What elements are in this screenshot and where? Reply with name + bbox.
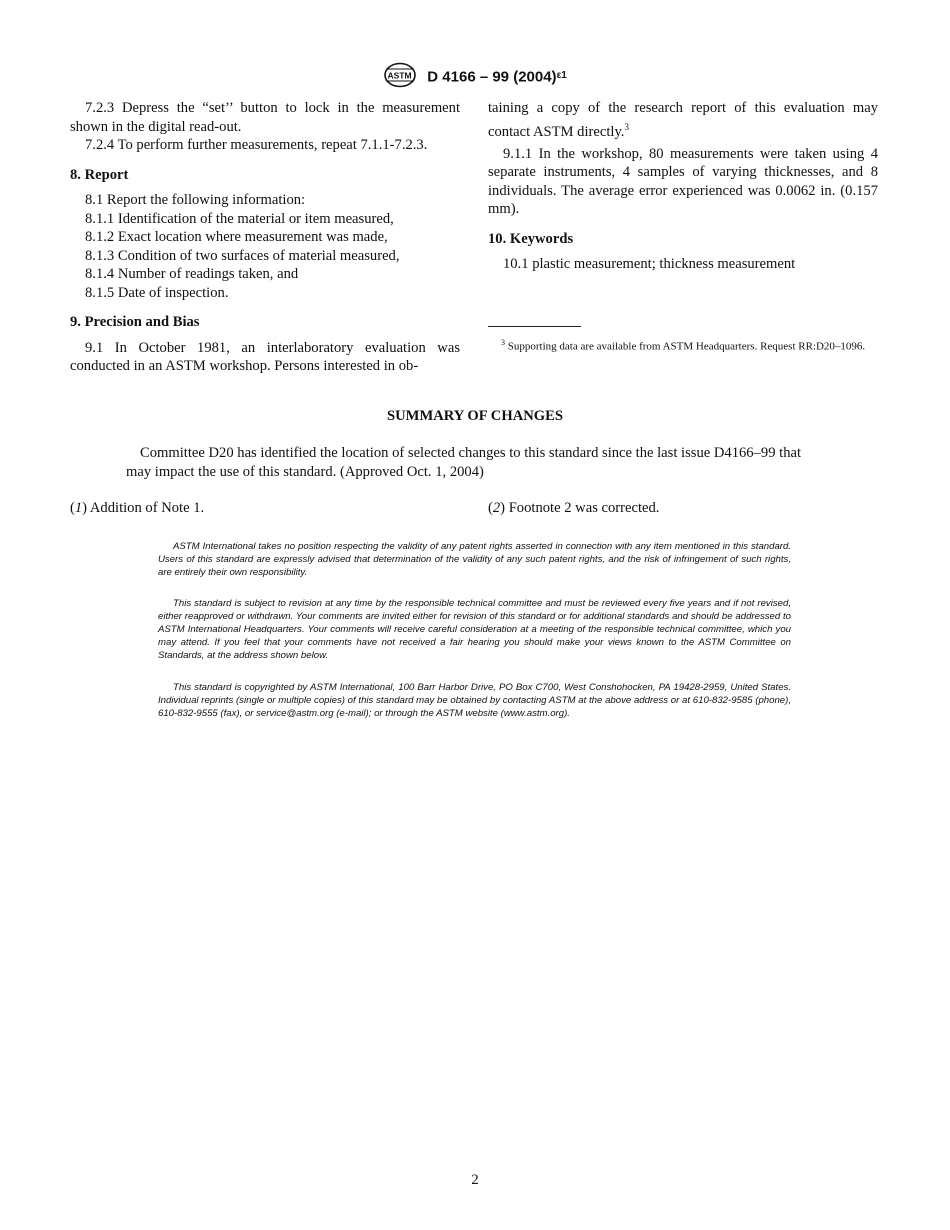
summary-of-changes-title: SUMMARY OF CHANGES (387, 408, 563, 424)
revision-notice: This standard is subject to revision at any time by the responsible technical committee and must be reviewed every five years and if not revised, either reapproved or withdrawn. Your comments are invited either for revision of this standard or for additional standards and should be addressed to ASTM International Headquarters. Your comments will receive careful consideration at a meeting of the responsible technical committee, which you may attend. If you feel that your comments have not received a fair hearing you should make your views known to the ASTM Committee on Standards, at the address shown below. (158, 598, 791, 661)
change-item-1: (1) Addition of Note 1. (70, 500, 205, 516)
paragraph-8-1-3: 8.1.3 Condition of two surfaces of material measured, (85, 247, 400, 264)
summary-of-changes-text: Committee D20 has identified the location of selected changes to this standard since the last issue D4166–99 that may impact the use of this standard. (Approved Oct. 1, 2004) (126, 445, 802, 480)
paragraph-8-1-1: 8.1.1 Identification of the material or item measured, (85, 210, 394, 227)
left-column (70, 99, 460, 376)
footnote-divider (488, 326, 581, 327)
astm-logo-icon (383, 62, 417, 92)
paragraph-10-1: 10.1 plastic measurement; thickness measurement (503, 256, 796, 273)
right-column (488, 99, 878, 274)
footnote-text: Supporting data are available from ASTM Headquarters. Request RR:D20–1096. (507, 340, 866, 353)
paragraph-9-1-1: 9.1.1 In the workshop, 80 measurements were taken using 4 separate instruments, 4 samples of varying thicknesses, and 8 individuals. The average error experienced was 0.0062 in. (0.157 mm). (488, 145, 878, 218)
paragraph-9-1-continued-text: taining a copy of the research report of this evaluation may contact ASTM directly. (488, 100, 878, 140)
change-2-number: 2 (492, 500, 501, 516)
section-8-heading: 8. Report (70, 166, 129, 183)
footnote-number: 3 (501, 338, 505, 347)
patent-notice: ASTM International takes no position respecting the validity of any patent rights asserted in connection with any item mentioned in this standard. Users of this standard are expressly advised that determination of the validity of any such patent rights, and the risk of infringement of such rights, are entirely their own responsibility. (158, 541, 791, 578)
section-9-heading: 9. Precision and Bias (70, 314, 200, 330)
section-10-heading: 10. Keywords (488, 230, 574, 247)
change-2-text: Footnote 2 was corrected. (508, 500, 660, 516)
document-header (0, 62, 950, 92)
footnote-ref-3: 3 (624, 121, 629, 132)
paragraph-8-1-5: 8.1.5 Date of inspection. (85, 284, 229, 301)
page-number: 2 (471, 1172, 479, 1188)
paragraph-9-1-continued (488, 99, 878, 141)
paragraph-8-1-4: 8.1.4 Number of readings taken, and (85, 266, 299, 282)
change-1-text: Addition of Note 1. (89, 500, 205, 516)
paragraph-9-1: 9.1 In October 1981, an interlaboratory evaluation was conducted in an ASTM workshop. Persons interested in ob- (70, 339, 460, 374)
epsilon-superscript: ε1 (556, 69, 567, 81)
standard-designation: D 4166 – 99 (2004) (427, 68, 557, 86)
svg-text:ASTM: ASTM (387, 70, 412, 81)
change-item-2: (2) Footnote 2 was corrected. (488, 500, 660, 516)
paragraph-8-1-2: 8.1.2 Exact location where measurement was made, (85, 229, 388, 245)
paragraph-7-2-4: 7.2.4 To perform further measurements, repeat 7.1.1-7.2.3. (85, 137, 428, 153)
footnote-3 (488, 336, 878, 354)
copyright-notice: This standard is copyrighted by ASTM International, 100 Barr Harbor Drive, PO Box C700, West Conshohocken, PA 19428-2959, United States. Individual reprints (single or multiple copies) of this standard may be obtained by contacting ASTM at the above address or at 610-832-9585 (phone), 610-832-9555 (fax), or service@astm.org (e-mail); or through the ASTM website (www.astm.org). (158, 682, 791, 719)
paragraph-8-1: 8.1 Report the following information: (85, 192, 306, 208)
change-1-number: 1 (74, 500, 83, 516)
paragraph-7-2-3: 7.2.3 Depress the “set’’ button to lock in the measurement shown in the digital read-out. (70, 100, 460, 135)
